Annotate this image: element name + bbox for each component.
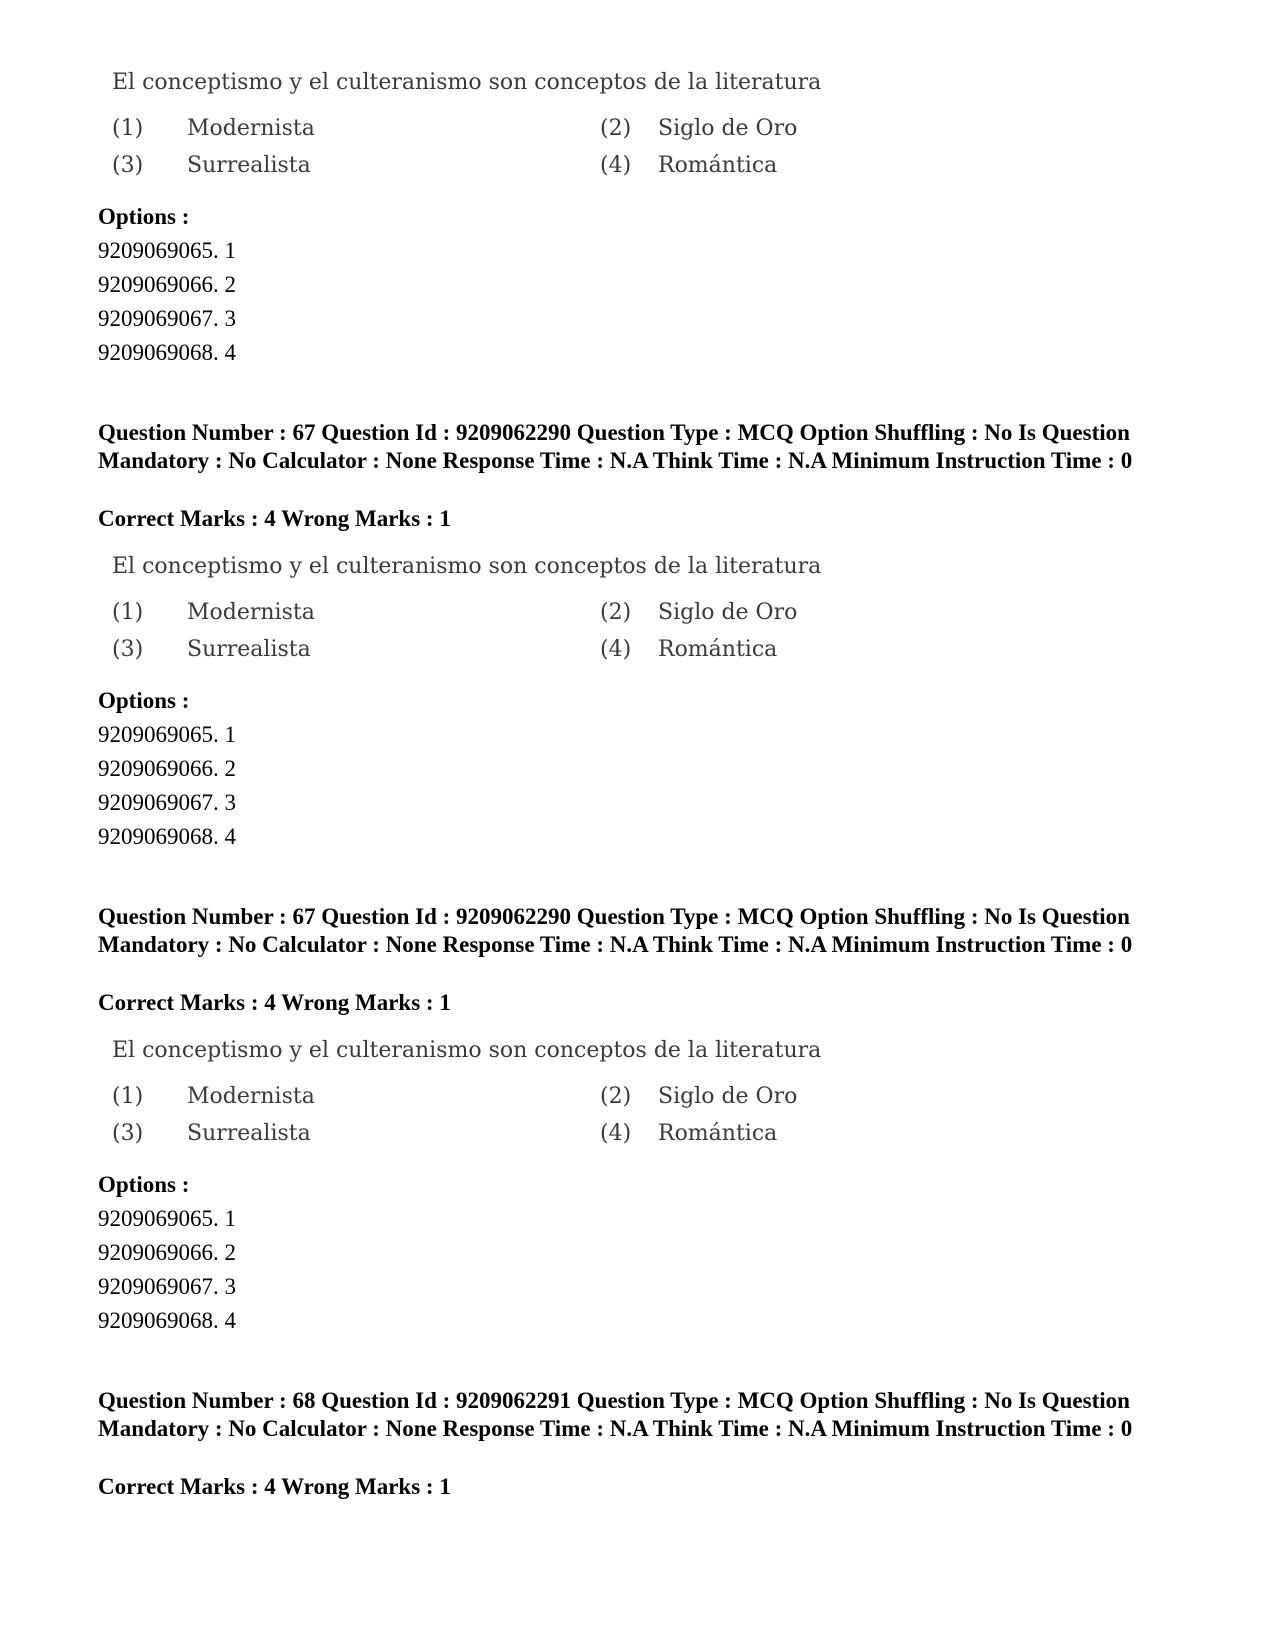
choice-number: (3) bbox=[112, 153, 144, 178]
choice-text: Siglo de Oro bbox=[658, 600, 798, 625]
question-meta: Question Number : 67 Question Id : 9209062290 Question Type : MCQ Option Shuffling : No Is Question Mandatory : No Calculator : None Response Time : N.A Think Time : N.A Minimum Instruction Time : 0 bbox=[98, 904, 1133, 957]
choice-text: Modernista bbox=[187, 116, 315, 141]
choice-number: (1) bbox=[112, 1084, 144, 1109]
choice-text: Romántica bbox=[658, 637, 778, 662]
option-line: 9209069067. 3 bbox=[98, 306, 236, 331]
choice-number: (1) bbox=[112, 116, 144, 141]
choice-number: (4) bbox=[600, 637, 632, 662]
question-meta: Question Number : 67 Question Id : 9209062290 Question Type : MCQ Option Shuffling : No Is Question Mandatory : No Calculator : None Response Time : N.A Think Time : N.A Minimum Instruction Time : 0 bbox=[98, 420, 1133, 473]
choice-number: (2) bbox=[600, 1084, 632, 1109]
choice-text: Surrealista bbox=[187, 1121, 311, 1146]
choice-number: (4) bbox=[600, 153, 632, 178]
option-line: 9209069068. 4 bbox=[98, 340, 236, 365]
choice-number: (1) bbox=[112, 600, 144, 625]
option-line: 9209069065. 1 bbox=[98, 1206, 236, 1231]
choice-number: (3) bbox=[112, 637, 144, 662]
question-image bbox=[0, 554, 1275, 674]
choice-number: (2) bbox=[600, 116, 632, 141]
marks-line: Correct Marks : 4 Wrong Marks : 1 bbox=[98, 990, 451, 1015]
choice-text: Surrealista bbox=[187, 637, 311, 662]
choice-text: Modernista bbox=[187, 1084, 315, 1109]
option-line: 9209069066. 2 bbox=[98, 756, 236, 781]
marks-line: Correct Marks : 4 Wrong Marks : 1 bbox=[98, 506, 451, 531]
choice-text: Modernista bbox=[187, 600, 315, 625]
option-line: 9209069065. 1 bbox=[98, 238, 236, 263]
question-stem: El conceptismo y el culteranismo son conceptos de la literatura bbox=[112, 70, 822, 95]
question-stem: El conceptismo y el culteranismo son conceptos de la literatura bbox=[112, 554, 822, 579]
choice-text: Siglo de Oro bbox=[658, 116, 798, 141]
option-line: 9209069066. 2 bbox=[98, 1240, 236, 1265]
choice-number: (2) bbox=[600, 600, 632, 625]
choice-text: Siglo de Oro bbox=[658, 1084, 798, 1109]
question-image bbox=[0, 1038, 1275, 1158]
option-line: 9209069067. 3 bbox=[98, 1274, 236, 1299]
options-label: Options : bbox=[98, 688, 190, 713]
question-stem: El conceptismo y el culteranismo son conceptos de la literatura bbox=[112, 1038, 822, 1063]
option-line: 9209069068. 4 bbox=[98, 824, 236, 849]
option-line: 9209069067. 3 bbox=[98, 790, 236, 815]
choice-text: Surrealista bbox=[187, 153, 311, 178]
marks-line: Correct Marks : 4 Wrong Marks : 1 bbox=[98, 1474, 451, 1499]
choice-number: (4) bbox=[600, 1121, 632, 1146]
choice-text: Romántica bbox=[658, 1121, 778, 1146]
option-line: 9209069068. 4 bbox=[98, 1308, 236, 1333]
options-label: Options : bbox=[98, 1172, 190, 1197]
option-line: 9209069066. 2 bbox=[98, 272, 236, 297]
choice-number: (3) bbox=[112, 1121, 144, 1146]
option-line: 9209069065. 1 bbox=[98, 722, 236, 747]
options-label: Options : bbox=[98, 204, 190, 229]
choice-text: Romántica bbox=[658, 153, 778, 178]
question-image bbox=[0, 70, 1275, 190]
question-meta: Question Number : 68 Question Id : 9209062291 Question Type : MCQ Option Shuffling : No Is Question Mandatory : No Calculator : None Response Time : N.A Think Time : N.A Minimum Instruction Time : 0 bbox=[98, 1388, 1133, 1441]
